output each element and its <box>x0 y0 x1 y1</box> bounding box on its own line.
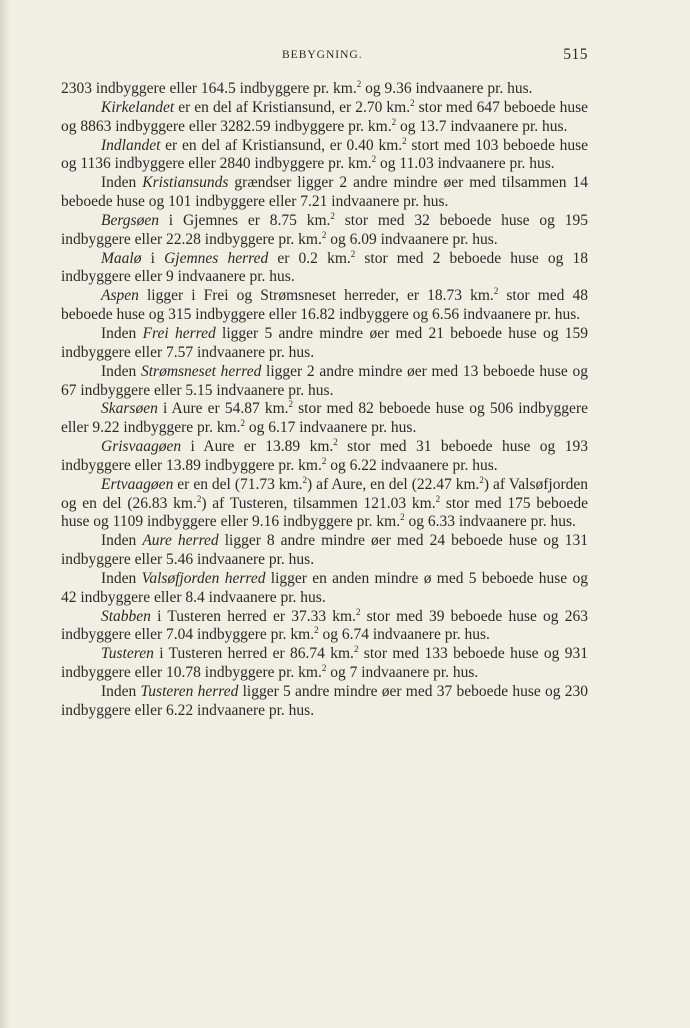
paragraph <box>61 683 588 721</box>
text-run: stor med 175 beboede huse og 1109 indbyggere eller 9.16 indbyggere pr. km. <box>61 494 588 531</box>
text-run: er en del af Kristiansund, er 0.40 km. <box>160 136 403 154</box>
place-name: Indlandet <box>101 136 161 154</box>
superscript: 2 <box>321 663 327 674</box>
text-run: og 6.17 indvaanere pr. hus. <box>245 419 417 437</box>
page-edge-shadow <box>0 0 10 1028</box>
paragraph <box>61 137 588 175</box>
text-run: stor med 31 beboede huse og 193 indbyggere eller 13.89 indbyggere pr. km. <box>61 438 588 474</box>
superscript: 2 <box>479 474 484 485</box>
superscript: 2 <box>330 210 335 221</box>
text-run: stor med 2 beboede huse og 18 indbyggere eller 9 indvaanere pr. hus. <box>61 249 588 286</box>
text-run: ligger en anden mindre ø med 5 beboede huse og 42 indbyggere eller 8.4 indvaanere pr. hus. <box>61 569 589 606</box>
place-name: Grisvaagøen <box>101 438 182 456</box>
text-run: stor med 39 beboede huse og 263 indbyggere eller 7.04 indbyggere pr. km. <box>61 607 588 644</box>
place-name: Skarsøen <box>101 400 158 418</box>
text-run: og 11.03 indvaanere pr. hus. <box>376 155 555 173</box>
superscript: 2 <box>353 644 359 655</box>
paragraph <box>61 99 588 137</box>
superscript: 2 <box>435 493 441 504</box>
text-run: 2303 indbyggere eller 164.5 indbyggere pr. km. <box>61 80 357 97</box>
place-name: Gjemnes herred <box>164 249 269 267</box>
place-name: Aspen <box>101 287 139 305</box>
text-run: stor med 48 beboede huse og 315 indbyggere eller 16.82 indbyggere og 6.56 indvaanere pr. hus. <box>61 287 588 324</box>
text-run: og 9.36 indvaanere pr. hus. <box>361 80 533 97</box>
superscript: 2 <box>321 229 327 240</box>
text-run: ) af Aure, en del (22.47 km. <box>307 475 480 493</box>
place-name: Stabben <box>101 607 151 625</box>
superscript: 2 <box>302 474 308 485</box>
page-number: 515 <box>563 46 588 63</box>
text-run: Inden <box>101 532 143 550</box>
paragraph <box>61 476 588 533</box>
superscript: 2 <box>196 493 202 504</box>
text-run: stor med 82 beboede huse og 506 indbyggere eller 9.22 indbyggere pr. km. <box>61 400 588 437</box>
text-run: er 0.2 km. <box>268 249 351 267</box>
paragraph <box>61 645 588 683</box>
paragraph <box>61 363 588 401</box>
paragraph <box>61 250 588 288</box>
text-run: ligger 2 andre mindre øer med 13 beboede huse og 67 indbyggere eller 5.15 indvaanere pr. hus. <box>61 362 588 399</box>
superscript: 2 <box>355 606 361 617</box>
superscript: 2 <box>402 135 407 146</box>
text-run: er en del af Kristiansund, er 2.70 km. <box>174 98 411 116</box>
place-name: Ertvaagøen <box>101 475 174 493</box>
text-run: og 6.09 indvaanere pr. hus. <box>326 230 498 248</box>
paragraph <box>61 80 588 99</box>
text-run: i <box>141 249 165 267</box>
superscript: 2 <box>410 97 415 108</box>
place-name: Kirkelandet <box>101 98 175 116</box>
paragraph <box>61 325 588 363</box>
text-run: Inden <box>101 569 142 587</box>
paragraph <box>61 400 588 438</box>
text-run: i Aure er 54.87 km. <box>157 400 289 418</box>
superscript: 2 <box>240 418 245 429</box>
text-run: stor med 133 beboede huse og 931 indbyggere eller 10.78 indbyggere pr. km. <box>61 645 588 682</box>
text-run: i Tusteren herred er 86.74 km. <box>153 645 354 663</box>
text-run: stort med 103 beboede huse og 1136 indbyggere eller 2840 indbyggere pr. km. <box>61 136 588 173</box>
superscript: 2 <box>493 286 499 297</box>
place-name: Strømsneset herred <box>140 362 262 380</box>
body-text <box>61 80 588 721</box>
place-name: Valsøfjorden herred <box>141 569 266 587</box>
running-head: BEBYGNING. <box>282 49 363 61</box>
superscript: 2 <box>350 248 356 259</box>
paragraph <box>61 570 588 608</box>
page-header <box>60 46 588 68</box>
paragraph <box>61 174 588 212</box>
text-run: og 6.74 indvaanere pr. hus. <box>318 626 490 644</box>
text-run: stor med 32 beboede huse og 195 indbyggere eller 22.28 indbyggere pr. km. <box>61 211 588 248</box>
text-run: ligger 8 andre mindre øer med 24 beboede huse og 131 indbyggere eller 5.46 indvaanere pr. hus. <box>61 532 588 569</box>
paragraph <box>61 287 588 325</box>
superscript: 2 <box>314 625 319 636</box>
text-run: Inden <box>101 362 141 380</box>
place-name: Tusteren <box>101 645 154 663</box>
text-run: ligger 5 andre mindre øer med 37 beboede huse og 230 indbyggere eller 6.22 indvaanere pr. hus. <box>61 683 588 719</box>
text-run: og 6.33 indvaanere pr. hus. <box>404 513 576 531</box>
superscript: 2 <box>356 79 362 89</box>
text-run: og 13.7 indvaanere pr. hus. <box>396 117 568 135</box>
text-run: Inden <box>101 683 141 700</box>
paragraph <box>61 532 588 570</box>
text-run: Inden <box>101 324 143 342</box>
text-run: og 6.22 indvaanere pr. hus. <box>326 456 498 474</box>
text-run: ) af Valsøfjorden og en del (26.83 km. <box>61 475 588 512</box>
superscript: 2 <box>288 399 293 410</box>
text-run: ligger 5 andre mindre øer med 21 beboede huse og 159 indbyggere eller 7.57 indvaanere pr. hus. <box>61 324 588 361</box>
text-run: er en del (71.73 km. <box>173 475 303 493</box>
text-run: i Gjemnes er 8.75 km. <box>158 211 331 229</box>
superscript: 2 <box>400 512 405 523</box>
place-name: Bergsøen <box>101 211 159 229</box>
place-name: Tusteren herred <box>140 683 239 700</box>
paragraph <box>61 608 588 646</box>
text-run: og 7 indvaanere pr. hus. <box>326 664 479 682</box>
text-run: i Aure er 13.89 km. <box>181 438 334 456</box>
place-name: Kristiansunds <box>142 174 229 192</box>
superscript: 2 <box>321 455 327 466</box>
paragraph <box>61 438 588 476</box>
place-name: Frei herred <box>142 324 216 342</box>
text-run: grændser ligger 2 andre mindre øer med tilsammen 14 beboede huse og 101 indbyggere eller 7.21 indvaanere pr. hus. <box>61 174 588 211</box>
text-run: Inden <box>101 174 143 192</box>
paragraph <box>61 212 588 250</box>
place-name: Aure herred <box>142 532 219 550</box>
superscript: 2 <box>371 154 377 165</box>
text-run: i Tusteren herred er 37.33 km. <box>150 607 356 625</box>
text-run: ) af Tusteren, tilsammen 121.03 km. <box>201 494 436 512</box>
superscript: 2 <box>333 437 338 448</box>
text-run: ligger i Frei og Strømsneset herreder, er 18.73 km. <box>138 287 494 305</box>
superscript: 2 <box>391 116 397 127</box>
place-name: Maalø <box>101 249 142 267</box>
text-run: stor med 647 beboede huse og 8863 indbyggere eller 3282.59 indbyggere pr. km. <box>61 98 588 135</box>
